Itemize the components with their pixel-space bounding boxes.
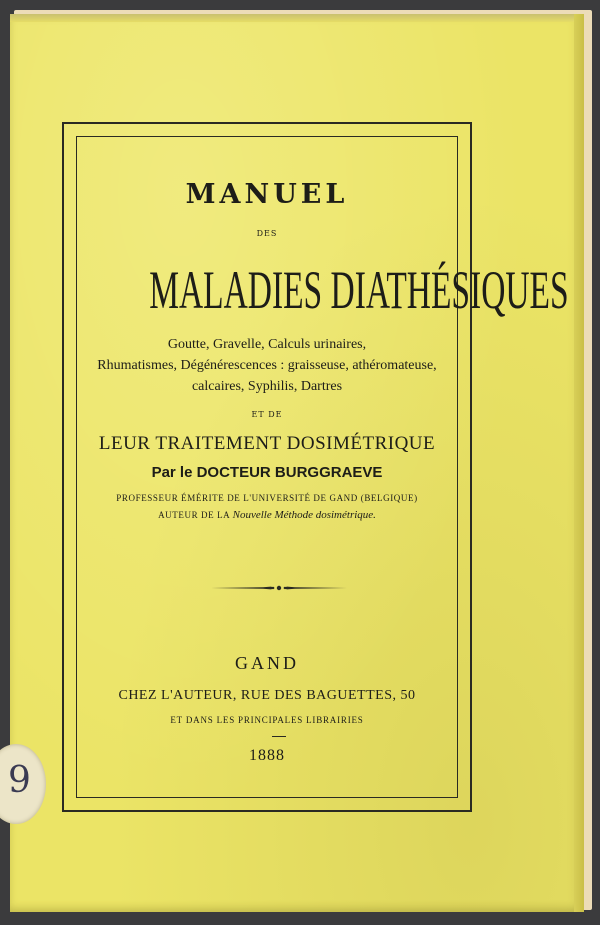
short-divider	[272, 736, 286, 737]
credentials-line-2	[77, 509, 457, 521]
shelf-label-number: 9	[8, 760, 31, 801]
main-title: MALADIES DIATHÉSIQUES	[149, 260, 569, 320]
credentials-line-1: PROFESSEUR ÉMÉRITE DE L'UNIVERSITÉ DE GAND (BELGIQUE)	[116, 493, 418, 503]
title-block	[77, 137, 569, 797]
publication-city: GAND	[235, 653, 299, 673]
credentials-prefix: AUTEUR DE LA	[158, 510, 230, 520]
title-frame	[62, 122, 569, 812]
credentials-work-title: Nouvelle Méthode dosimétrique.	[232, 509, 376, 521]
title-manuel: MANUEL	[185, 179, 349, 210]
title-frame-inner	[76, 136, 569, 798]
book-cover	[10, 14, 584, 912]
connector-des: DES	[256, 229, 278, 238]
cover-right-edge	[574, 14, 584, 912]
publication-year: 1888	[249, 747, 285, 764]
cover-top-edge	[10, 14, 584, 22]
subtitle-line-3: calcaires, Syphilis, Dartres	[191, 379, 343, 394]
connector-et-de: ET DE	[251, 410, 283, 419]
subtitle-line-1: Goutte, Gravelle, Calculs urinaires,	[167, 337, 367, 352]
distribution-note: ET DANS LES PRINCIPALES LIBRAIRIES	[170, 715, 364, 725]
author-line: Par le DOCTEUR BURGGRAEVE	[151, 464, 383, 481]
library-shelf-label	[0, 744, 46, 824]
subtitle-line-2: Rhumatismes, Dégénérescences : graisseuse, athéromateuse,	[97, 358, 437, 373]
publisher-address: CHEZ L'AUTEUR, RUE DES BAGUETTES, 50	[118, 688, 416, 703]
ornamental-rule	[211, 582, 347, 594]
title-traitement: LEUR TRAITEMENT DOSIMÉTRIQUE	[98, 433, 436, 454]
